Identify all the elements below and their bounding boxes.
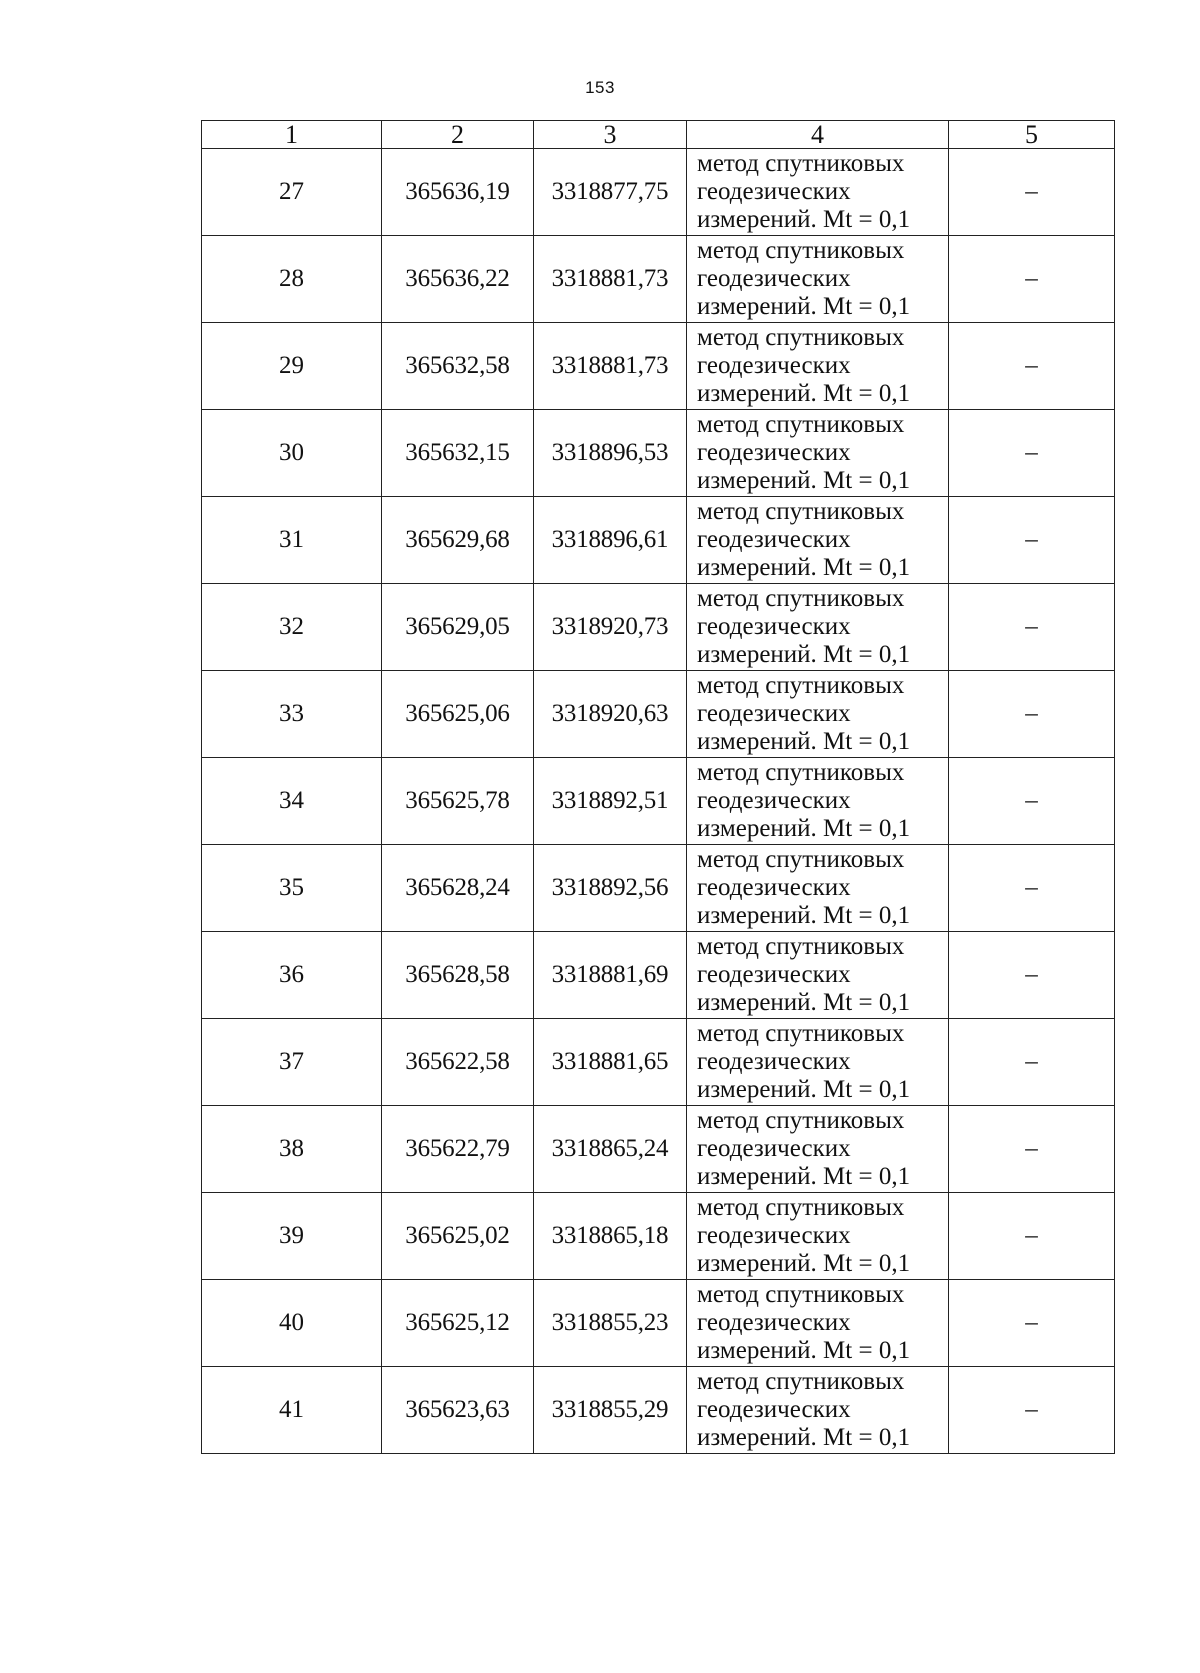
method-line: метод спутниковых xyxy=(697,1281,905,1308)
x-coordinate-cell: 365628,24 xyxy=(382,845,534,932)
x-coordinate-cell: 365625,12 xyxy=(382,1280,534,1367)
method-cell xyxy=(687,323,949,410)
x-coordinate-cell: 365636,22 xyxy=(382,236,534,323)
method-cell xyxy=(687,149,949,236)
point-number-cell: 33 xyxy=(202,671,382,758)
header-cell-2: 2 xyxy=(382,121,534,149)
header-cell-5: 5 xyxy=(949,121,1115,149)
method-line: метод спутниковых xyxy=(697,846,905,873)
table-row xyxy=(202,149,1115,236)
method-line: измерений. Mt = 0,1 xyxy=(697,380,911,407)
method-line: геодезических xyxy=(697,1396,851,1423)
table-header-row xyxy=(202,121,1115,149)
table-body xyxy=(202,121,1115,1454)
x-coordinate-cell: 365632,58 xyxy=(382,323,534,410)
method-line: измерений. Mt = 0,1 xyxy=(697,1163,911,1190)
x-coordinate-cell: 365629,05 xyxy=(382,584,534,671)
point-number-cell: 37 xyxy=(202,1019,382,1106)
method-line: измерений. Mt = 0,1 xyxy=(697,815,911,842)
x-coordinate-cell: 365629,68 xyxy=(382,497,534,584)
table-row xyxy=(202,932,1115,1019)
method-line: метод спутниковых xyxy=(697,1020,905,1047)
method-cell xyxy=(687,1367,949,1454)
method-line: метод спутниковых xyxy=(697,324,905,351)
method-line: геодезических xyxy=(697,265,851,292)
x-coordinate-cell: 365625,02 xyxy=(382,1193,534,1280)
method-line: измерений. Mt = 0,1 xyxy=(697,293,911,320)
point-number-cell: 34 xyxy=(202,758,382,845)
method-line: измерений. Mt = 0,1 xyxy=(697,1424,911,1451)
method-cell xyxy=(687,236,949,323)
method-line: геодезических xyxy=(697,787,851,814)
note-cell: – xyxy=(949,1280,1115,1367)
method-cell xyxy=(687,1019,949,1106)
method-cell xyxy=(687,584,949,671)
point-number-cell: 38 xyxy=(202,1106,382,1193)
method-line: геодезических xyxy=(697,1309,851,1336)
method-cell xyxy=(687,497,949,584)
point-number-cell: 36 xyxy=(202,932,382,1019)
x-coordinate-cell: 365636,19 xyxy=(382,149,534,236)
point-number-cell: 32 xyxy=(202,584,382,671)
table-row xyxy=(202,497,1115,584)
method-cell xyxy=(687,845,949,932)
method-cell xyxy=(687,932,949,1019)
y-coordinate-cell: 3318877,75 xyxy=(534,149,687,236)
method-line: метод спутниковых xyxy=(697,411,905,438)
y-coordinate-cell: 3318881,73 xyxy=(534,236,687,323)
page-number: 153 xyxy=(585,78,615,97)
x-coordinate-cell: 365625,78 xyxy=(382,758,534,845)
table-row xyxy=(202,1193,1115,1280)
table-row xyxy=(202,671,1115,758)
method-cell xyxy=(687,410,949,497)
method-cell xyxy=(687,671,949,758)
point-number-cell: 27 xyxy=(202,149,382,236)
note-cell: – xyxy=(949,497,1115,584)
table-row xyxy=(202,1019,1115,1106)
method-line: измерений. Mt = 0,1 xyxy=(697,902,911,929)
method-line: измерений. Mt = 0,1 xyxy=(697,1076,911,1103)
table-row xyxy=(202,584,1115,671)
y-coordinate-cell: 3318881,65 xyxy=(534,1019,687,1106)
method-line: метод спутниковых xyxy=(697,237,905,264)
coordinates-table xyxy=(201,120,1115,1454)
method-line: геодезических xyxy=(697,1222,851,1249)
table-row xyxy=(202,410,1115,497)
y-coordinate-cell: 3318855,29 xyxy=(534,1367,687,1454)
method-line: измерений. Mt = 0,1 xyxy=(697,1250,911,1277)
x-coordinate-cell: 365622,58 xyxy=(382,1019,534,1106)
method-cell xyxy=(687,1280,949,1367)
header-cell-3: 3 xyxy=(534,121,687,149)
method-line: метод спутниковых xyxy=(697,498,905,525)
x-coordinate-cell: 365622,79 xyxy=(382,1106,534,1193)
table-row xyxy=(202,1280,1115,1367)
table-row xyxy=(202,1106,1115,1193)
method-line: метод спутниковых xyxy=(697,672,905,699)
method-line: геодезических xyxy=(697,1048,851,1075)
method-line: геодезических xyxy=(697,874,851,901)
method-line: метод спутниковых xyxy=(697,1107,905,1134)
point-number-cell: 31 xyxy=(202,497,382,584)
point-number-cell: 40 xyxy=(202,1280,382,1367)
y-coordinate-cell: 3318865,18 xyxy=(534,1193,687,1280)
method-line: геодезических xyxy=(697,439,851,466)
point-number-cell: 35 xyxy=(202,845,382,932)
x-coordinate-cell: 365628,58 xyxy=(382,932,534,1019)
note-cell: – xyxy=(949,323,1115,410)
y-coordinate-cell: 3318920,63 xyxy=(534,671,687,758)
point-number-cell: 39 xyxy=(202,1193,382,1280)
note-cell: – xyxy=(949,845,1115,932)
method-line: геодезических xyxy=(697,1135,851,1162)
note-cell: – xyxy=(949,758,1115,845)
method-line: метод спутниковых xyxy=(697,759,905,786)
note-cell: – xyxy=(949,149,1115,236)
note-cell: – xyxy=(949,1106,1115,1193)
note-cell: – xyxy=(949,584,1115,671)
method-line: метод спутниковых xyxy=(697,585,905,612)
point-number-cell: 28 xyxy=(202,236,382,323)
note-cell: – xyxy=(949,1019,1115,1106)
method-line: геодезических xyxy=(697,526,851,553)
y-coordinate-cell: 3318896,53 xyxy=(534,410,687,497)
method-line: геодезических xyxy=(697,961,851,988)
header-cell-1: 1 xyxy=(202,121,382,149)
method-line: метод спутниковых xyxy=(697,1194,905,1221)
y-coordinate-cell: 3318855,23 xyxy=(534,1280,687,1367)
y-coordinate-cell: 3318892,51 xyxy=(534,758,687,845)
x-coordinate-cell: 365632,15 xyxy=(382,410,534,497)
table-row xyxy=(202,758,1115,845)
header-cell-4: 4 xyxy=(687,121,949,149)
method-line: измерений. Mt = 0,1 xyxy=(697,554,911,581)
table-row xyxy=(202,236,1115,323)
y-coordinate-cell: 3318920,73 xyxy=(534,584,687,671)
method-line: метод спутниковых xyxy=(697,1368,905,1395)
y-coordinate-cell: 3318881,73 xyxy=(534,323,687,410)
method-line: измерений. Mt = 0,1 xyxy=(697,728,911,755)
method-cell xyxy=(687,758,949,845)
method-line: геодезических xyxy=(697,700,851,727)
table-row xyxy=(202,323,1115,410)
point-number-cell: 30 xyxy=(202,410,382,497)
method-cell xyxy=(687,1193,949,1280)
method-line: метод спутниковых xyxy=(697,150,905,177)
y-coordinate-cell: 3318881,69 xyxy=(534,932,687,1019)
note-cell: – xyxy=(949,671,1115,758)
method-line: измерений. Mt = 0,1 xyxy=(697,989,911,1016)
note-cell: – xyxy=(949,410,1115,497)
note-cell: – xyxy=(949,236,1115,323)
method-line: геодезических xyxy=(697,613,851,640)
table-row xyxy=(202,1367,1115,1454)
point-number-cell: 41 xyxy=(202,1367,382,1454)
note-cell: – xyxy=(949,932,1115,1019)
table-row xyxy=(202,845,1115,932)
method-line: геодезических xyxy=(697,178,851,205)
y-coordinate-cell: 3318865,24 xyxy=(534,1106,687,1193)
method-line: измерений. Mt = 0,1 xyxy=(697,467,911,494)
y-coordinate-cell: 3318896,61 xyxy=(534,497,687,584)
point-number-cell: 29 xyxy=(202,323,382,410)
x-coordinate-cell: 365623,63 xyxy=(382,1367,534,1454)
x-coordinate-cell: 365625,06 xyxy=(382,671,534,758)
note-cell: – xyxy=(949,1193,1115,1280)
method-line: измерений. Mt = 0,1 xyxy=(697,206,911,233)
method-line: метод спутниковых xyxy=(697,933,905,960)
note-cell: – xyxy=(949,1367,1115,1454)
method-cell xyxy=(687,1106,949,1193)
y-coordinate-cell: 3318892,56 xyxy=(534,845,687,932)
method-line: геодезических xyxy=(697,352,851,379)
method-line: измерений. Mt = 0,1 xyxy=(697,1337,911,1364)
method-line: измерений. Mt = 0,1 xyxy=(697,641,911,668)
